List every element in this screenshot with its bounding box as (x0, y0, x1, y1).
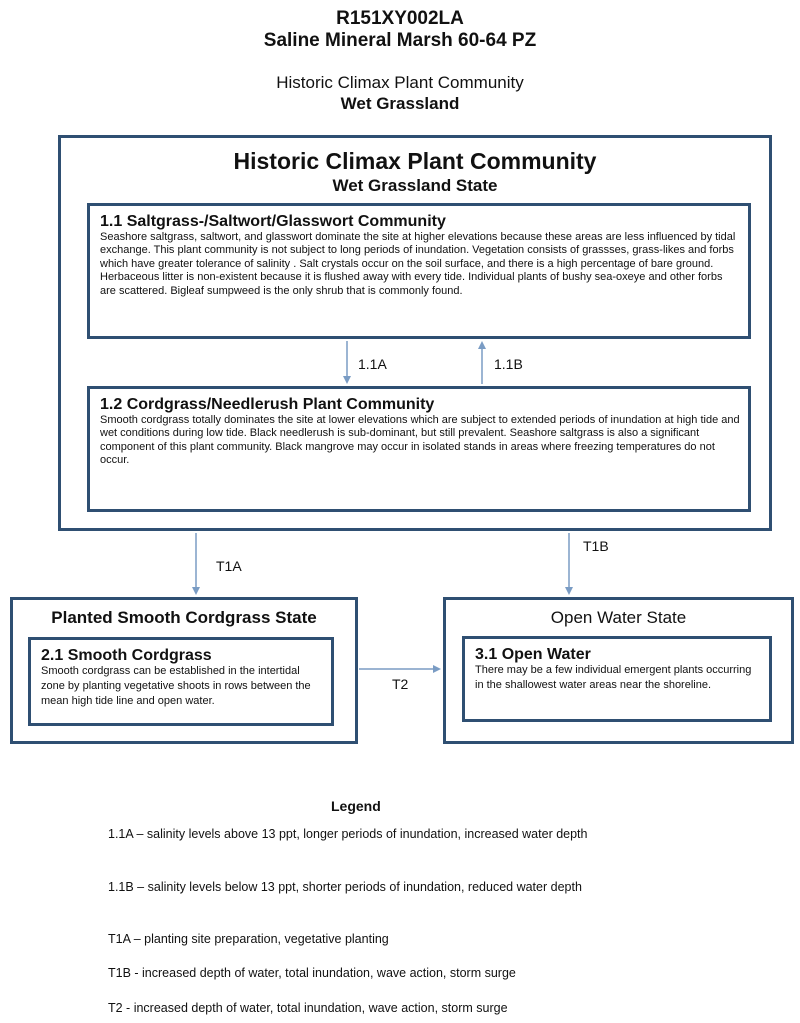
hcpc-heading: Historic Climax Plant Community (276, 73, 524, 92)
label-T1A: T1A (216, 558, 242, 574)
label-1-1A: 1.1A (358, 356, 387, 372)
open-water-state-title: Open Water State (550, 608, 687, 627)
label-1-1B: 1.1B (494, 356, 523, 372)
site-code: R151XY002LA (336, 8, 464, 29)
label-T1B: T1B (583, 538, 609, 554)
community-3-1-title: 3.1 Open Water (475, 646, 591, 663)
hcpc-type: Wet Grassland (340, 94, 460, 113)
legend-item: 1.1B – salinity levels below 13 ppt, shorter periods of inundation, reduced water depth (108, 880, 582, 894)
community-1-1-text: Seashore saltgrass, saltwort, and glasswort dominate the site at higher elevations because these areas are less influenced by tidal exchange. This plant community is not subject to long periods of inundation. Vegetation consists of grassses, grass-likes and forbs which have greater tolerance of salinity . Salt crystals occur on the soil surface, and there is a high percentage of bare ground. Herbaceous litter is non-existent because it is flushed away with every tide. Individual plants of bushy sea-oxeye and other forbs are scattered. Bigleaf sumpweed is the only shrub that is commonly found. (100, 231, 736, 297)
legend-title: Legend (331, 798, 381, 814)
site-name: Saline Mineral Marsh 60-64 PZ (263, 30, 537, 51)
legend-item: T1B - increased depth of water, total inundation, wave action, storm surge (108, 966, 516, 980)
community-2-1-text: Smooth cordgrass can be established in the intertidal zone by planting vegetative shoots in rows between the mean high tide line and open water. (41, 665, 311, 707)
reference-state-title: Historic Climax Plant Community (233, 148, 597, 174)
legend-item: T1A – planting site preparation, vegetative planting (108, 932, 389, 946)
legend-item: 1.1A – salinity levels above 13 ppt, longer periods of inundation, increased water depth (108, 827, 588, 841)
community-1-1-title: 1.1 Saltgrass-/Saltwort/Glasswort Community (100, 213, 446, 230)
label-T2: T2 (392, 676, 409, 692)
reference-state-subtitle: Wet Grassland State (332, 176, 498, 195)
legend-item: T2 - increased depth of water, total inundation, wave action, storm surge (108, 1001, 508, 1015)
community-3-1-text: There may be a few individual emergent plants occurring in the shallowest water areas near the shoreline. (475, 664, 752, 691)
community-1-2-title: 1.2 Cordgrass/Needlerush Plant Community (100, 396, 435, 413)
planted-state-title: Planted Smooth Cordgrass State (51, 608, 317, 627)
community-1-2-text: Smooth cordgrass totally dominates the site at lower elevations which are subject to extended periods of inundation at high tide and wet conditions during low tide. Black needlerush is sub-dominant, but still prevalent. Seashore saltgrass is also a significant component of this plant community. Black mangrove may occur in isolated stands in areas where freezing temperatures do not occur. (100, 414, 740, 467)
community-2-1-title: 2.1 Smooth Cordgrass (41, 647, 212, 664)
